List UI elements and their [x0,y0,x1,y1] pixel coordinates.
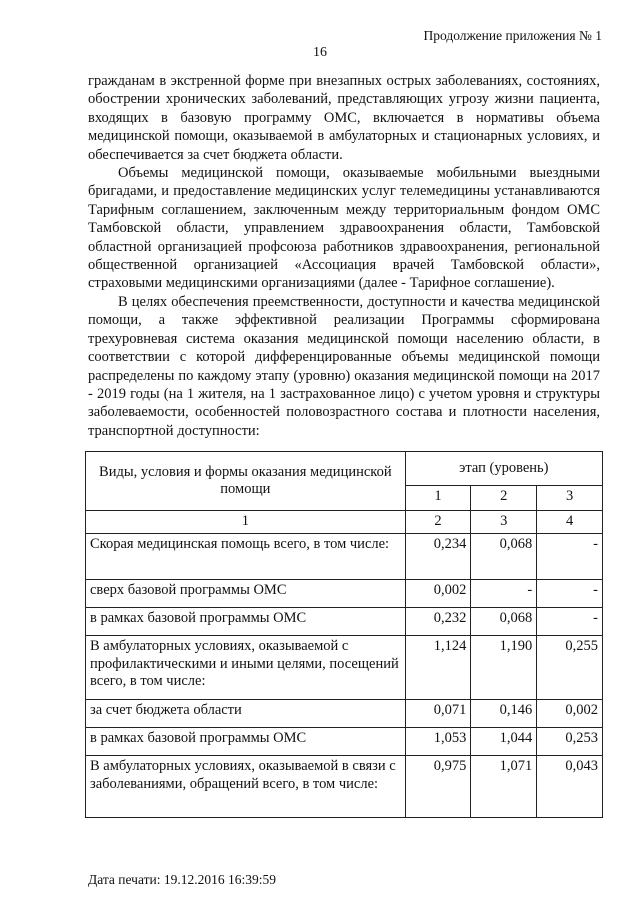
body-text [88,72,600,440]
table-row [86,534,603,580]
row-label: Скорая медицинская помощь всего, в том числе: [86,534,406,580]
table-header-level: 1 [405,485,471,510]
row-value: 0,253 [537,728,603,756]
table-row [86,756,603,818]
row-value: 0,234 [405,534,471,580]
row-value: 1,190 [471,636,537,700]
paragraph: гражданам в экстренной форме при внезапных острых заболеваниях, состояниях, обострении хронических заболеваний, представляющих угрозу жизни пациента, входящих в базовую программу ОМС, включается в нормативы объема медицинской помощи, оказываемой в амбулаторных и стационарных условиях, и обеспечивается за счет бюджета области. [88,73,600,163]
table-row [86,728,603,756]
paragraph: Объемы медицинской помощи, оказываемые мобильными выездными бригадами, и предоставление медицинских услуг телемедицины устанавливаются Тарифным соглашением, заключенным между территориальным фондом ОМС Тамбовской области, управлением здравоохранения области, Тамбовской областной организацией профсоюза работников здравоохранения, региональной общественной организацией «Ассоциация врачей Тамбовской области», страховыми медицинскими организациями (далее - Тарифное соглашение). [88,165,600,292]
row-label: за счет бюджета области [86,700,406,728]
row-label: в рамках базовой программы ОМС [86,728,406,756]
row-value: - [537,608,603,636]
row-value: 0,068 [471,534,537,580]
table-row [86,608,603,636]
column-number: 2 [405,511,471,534]
row-value: 0,232 [405,608,471,636]
row-label: в рамках базовой программы ОМС [86,608,406,636]
row-value: - [537,580,603,608]
paragraph: В целях обеспечения преемственности, доступности и качества медицинской помощи, а также эффективной реализации Программы сформирована трехуровневая система оказания медицинской помощи населению области, в соответствии с которой дифференцированные объемы медицинской помощи распределены по каждому этапу (уровню) оказания медицинской помощи на 2017 - 2019 годы (на 1 жителя, на 1 застрахованное лицо) с учетом уровня и структуры заболеваемости, особенностей половозрастного состава и плотности населения, транспортной доступности: [88,293,600,439]
row-value: - [471,580,537,608]
row-label: В амбулаторных условиях, оказываемой с профилактическими и иными целями, посещений всего, в том числе: [86,636,406,700]
column-number: 3 [471,511,537,534]
column-number: 1 [86,511,406,534]
row-value: 0,975 [405,756,471,818]
row-value: - [537,534,603,580]
table-header-type: Виды, условия и формы оказания медицинской помощи [86,452,406,511]
row-value: 0,002 [537,700,603,728]
row-label: В амбулаторных условиях, оказываемой в связи с заболеваниями, обращений всего, в том числе: [86,756,406,818]
row-label: сверх базовой программы ОМС [86,580,406,608]
table-header-level-group: этап (уровень) [405,452,602,486]
row-value: 1,071 [471,756,537,818]
row-value: 0,071 [405,700,471,728]
row-value: 0,002 [405,580,471,608]
table-row [86,700,603,728]
table-header-level: 3 [537,485,603,510]
table-row [86,580,603,608]
care-levels-table [85,451,603,818]
row-value: 1,053 [405,728,471,756]
column-number: 4 [537,511,603,534]
print-date: Дата печати: 19.12.2016 16:39:59 [88,872,276,887]
row-value: 0,043 [537,756,603,818]
row-value: 0,255 [537,636,603,700]
row-value: 0,146 [471,700,537,728]
table-row [86,636,603,700]
row-value: 1,044 [471,728,537,756]
page-number: 16 [313,45,327,60]
row-value: 0,068 [471,608,537,636]
row-value: 1,124 [405,636,471,700]
table-header-level: 2 [471,485,537,510]
appendix-continuation-note: Продолжение приложения № 1 [423,28,602,43]
